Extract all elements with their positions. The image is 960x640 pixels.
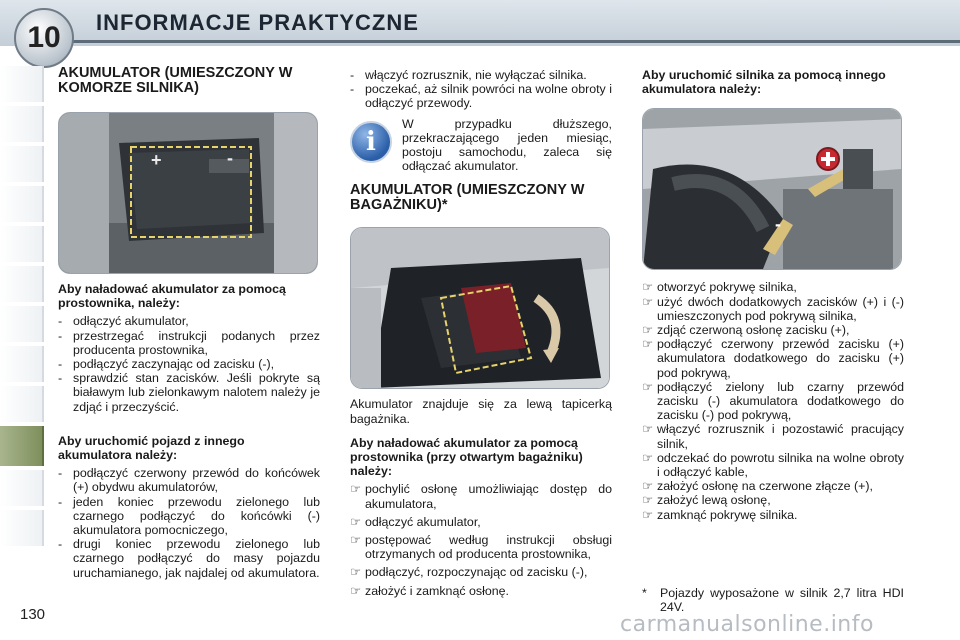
pointer-marker: ☞ [642,280,654,295]
list-item: - podłączyć czerwony przewód do końcówek (+) obydwu akumulatorów, [58,466,320,495]
info-note-text: W przypadku dłuższego, przekraczającego jeden miesiąc, postoju samochodu, zaleca się odłączać akumulator. [402,116,612,174]
list-item: ☞ pochylić osłonę umożliwiając dostęp do akumulatora, [350,482,612,511]
remote-terminals-photo [642,108,902,270]
list-item: ☞ zamknąć pokrywę silnika. [642,507,798,522]
pointer-marker: ☞ [350,533,362,548]
list-item: - drugi koniec przewodu zielonego lub czarnego podłączyć do masy pojazdu uruchamianego, jak najdalej od akumulatora. [58,537,320,580]
section-title-trunk-battery: AKUMULATOR (UMIESZCZONY W BAGAŻNIKU)* [350,182,585,214]
dash-marker: - [350,68,355,82]
chapter-tab-7[interactable] [0,306,44,342]
trunk-battery-photo [350,227,610,389]
engine-battery-photo [58,112,318,274]
plus-terminal-label: + [151,150,162,170]
chapter-tab-12[interactable] [0,510,44,546]
section-title-engine-battery: AKUMULATOR (UMIESZCZONY W KOMORZE SILNIKA) [58,65,293,96]
chapter-tab-9[interactable] [0,386,44,422]
list-item: ☞ założyć lewą osłonę, [642,493,771,508]
chapter-tab-5[interactable] [0,226,44,262]
pointer-marker: ☞ [642,507,654,522]
remote-jump-start-steps-list [642,280,904,521]
pointer-marker: ☞ [642,479,654,494]
pointer-marker: ☞ [642,493,654,508]
list-item: ☞ włączyć rozrusznik i pozostawić pracujący silnik, [642,422,904,451]
minus-terminal-label: - [775,214,781,235]
list-item: ☞ otworzyć pokrywę silnika, [642,280,797,295]
page-title: INFORMACJE PRAKTYCZNE [96,10,419,35]
dash-marker: - [58,537,63,552]
jump-start-continuation-list [350,68,612,111]
watermark: carmanualsonline.info [620,612,874,637]
chapter-tab-8[interactable] [0,346,44,382]
pointer-marker: ☞ [642,337,654,352]
list-item: ☞ odłączyć akumulator, [350,514,481,529]
pointer-marker: ☞ [642,294,654,309]
jump-start-steps-list [58,466,320,580]
page-number: 130 [20,606,46,623]
footnote-mark: * [642,586,647,600]
chapter-tabs [0,66,44,550]
battery-location-text: Akumulator znajduje się za lewą tapicerką bagażnika. [350,397,612,426]
list-item: ☞ postępować według instrukcji obsługi otrzymanych od producenta prostownika, [350,533,612,562]
chapter-tab-6[interactable] [0,266,44,302]
list-item: ☞ odczekać do powrotu silnika na wolne obroty i odłączyć kable, [642,450,904,480]
info-icon: i [350,121,392,163]
list-item: - jeden koniec przewodu zielonego lub czarnego podłączyć do końcówki (-) akumulatora pomocniczego, [58,494,320,538]
footnote-text: Pojazdy wyposażone w silnik 2,7 litra HDI 24V. [660,586,904,615]
list-item: - poczekać, aż silnik powróci na wolne obroty i odłączyć przewody. [350,82,612,111]
list-item: - podłączyć zaczynając od zacisku (-), [58,357,275,372]
dash-marker: - [58,328,63,343]
remote-jump-start-heading: Aby uruchomić silnika za pomocą innego akumulatora należy: [642,68,886,97]
engine-battery-illustration [59,113,317,273]
chapter-tab-2[interactable] [0,106,44,142]
minus-terminal-label: - [227,148,233,168]
chapter-badge: 10 [14,8,74,68]
list-item: - włączyć rozrusznik, nie wyłączać silnika. [350,68,587,82]
jump-start-heading: Aby uruchomić pojazd z innego akumulatora należy: [58,433,245,463]
chapter-tab-1[interactable] [0,66,44,102]
trunk-illustration [351,228,609,388]
pointer-marker: ☞ [350,565,362,580]
list-item: ☞ podłączyć czerwony przewód zacisku (+) akumulatora dodatkowego do zacisku (+) pod pokrywą, [642,337,904,380]
list-item: ☞ podłączyć zielony lub czarny przewód zacisku (-) akumulatora dodatkowego do zacisku (-) pod pokrywą, [642,379,904,423]
list-item: ☞ założyć i zamknąć osłonę. [350,583,509,598]
list-item: - przestrzegać instrukcji podanych przez producenta prostownika, [58,328,320,357]
chapter-tab-11[interactable] [0,470,44,506]
list-item: - odłączyć akumulator, [58,314,189,329]
engine-bay-illustration [643,109,901,269]
chapter-tab-10-active[interactable] [0,426,44,466]
pointer-marker: ☞ [642,379,654,394]
dash-marker: - [58,314,63,329]
charge-steps-list [58,314,320,413]
list-item: ☞ założyć osłonę na czerwone złącze (+), [642,479,873,494]
pointer-marker: ☞ [642,450,654,465]
pointer-marker: ☞ [642,323,654,338]
list-item: ☞ podłączyć, rozpoczynając od zacisku (-), [350,565,588,580]
dash-marker: - [58,494,63,509]
pointer-marker: ☞ [350,514,362,529]
header-rule [60,40,960,43]
charge-heading: Aby naładować akumulator za pomocą prostownika, należy: [58,282,286,311]
column-engine-battery [58,66,320,580]
dash-marker: - [58,357,63,372]
column-remote-terminals [642,68,904,522]
pointer-marker: ☞ [350,583,362,598]
dash-marker: - [58,371,63,386]
list-item: ☞ użyć dwóch dodatkowych zacisków (+) i (-) umieszczonych pod pokrywą silnika, [642,294,904,323]
chapter-tab-4[interactable] [0,186,44,222]
chapter-tab-3[interactable] [0,146,44,182]
footnote [642,586,904,614]
pointer-marker: ☞ [350,482,362,497]
pointer-marker: ☞ [642,422,654,437]
dash-marker: - [350,82,355,97]
dash-marker: - [58,466,63,481]
list-item: ☞ zdjąć czerwoną osłonę zacisku (+), [642,323,850,338]
column-trunk-battery [350,68,612,598]
trunk-charge-steps-list [350,482,612,597]
info-note [350,117,612,174]
trunk-charge-heading: Aby naładować akumulator za pomocą prostownika (przy otwartym bagażniku) należy: [350,435,583,479]
list-item: - sprawdzić stan zacisków. Jeśli pokryte są białawym lub zielonkawym nalotem należy je zdjąć i przeczyścić. [58,371,320,414]
